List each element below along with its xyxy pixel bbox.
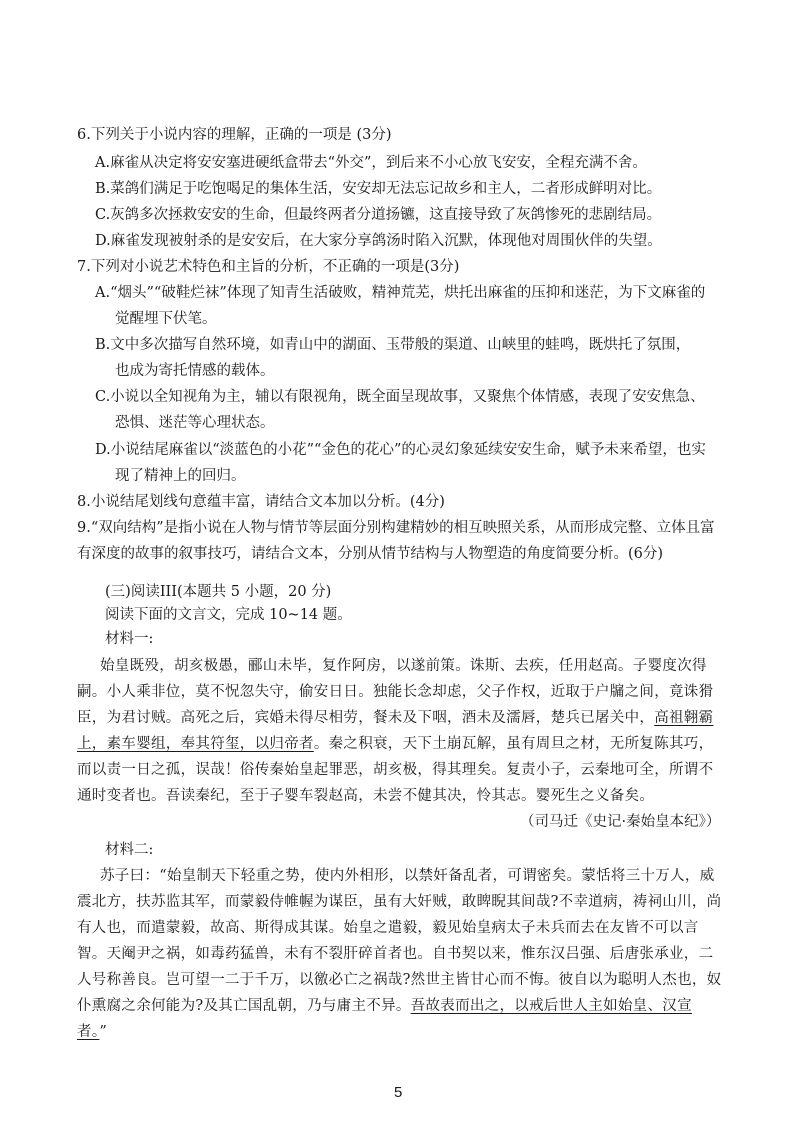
q7-option-b-line1: B.文中多次描写自然环境，如青山中的湖面、玉带般的渠道、山峡里的蛙鸣，既烘托了氛围， xyxy=(95,337,691,353)
q6-option-d: D.麻雀发现被射杀的是安安后，在大家分享鸽汤时陷入沉默，体现他对周围伙伴的失望。 xyxy=(95,233,662,249)
q7-option-c-line2: 恐惧、迷茫等心理状态。 xyxy=(115,415,275,431)
q7-stem: 7.下列对小说艺术特色和主旨的分析，不正确的一项是(3分) xyxy=(77,259,460,275)
material2-line2: 震北方，扶苏监其军，而蒙毅侍帷幄为谋臣，虽有大奸贼，敢睥睨其间哉?不幸道病，祷祠山川，尚 xyxy=(77,894,722,910)
q7-option-a-line1: A.“烟头”“破鞋烂袜”体现了知青生活破败，精神荒芜，烘托出麻雀的压抑和迷茫，为下文麻雀的 xyxy=(95,285,706,301)
material1-line2: 嗣。小人乘非位，莫不怳忽失守，偷安日日。独能长念却虑，父子作权，近取于户牖之间，竟诛猾 xyxy=(77,684,714,700)
q7-option-a-line2: 觉醒埋下伏笔。 xyxy=(115,311,217,327)
q6-option-b: B.菜鸽们满足于吃饱喝足的集体生活，安安却无法忘记故乡和主人，二者形成鲜明对比。 xyxy=(95,181,662,197)
material2-underlined-sentence-part1: 吾故表而出之，以戒后世人主如始皇、汉宣 xyxy=(410,998,692,1014)
q6-option-a: A.麻雀从决定将安安塞进硬纸盒带去“外交”，到后来不小心放飞安安，全程充满不舍。 xyxy=(95,155,647,171)
material1-line5: 而以责一日之孤，误哉！俗传秦始皇起罪恶，胡亥极，得其理矣。复责小子，云秦地可全，所谓不 xyxy=(77,762,714,778)
material2-line5: 人号称善良。岂可望一二于千万，以徼必亡之祸哉?然世主皆甘心而不悔。彼自以为聪明人杰也，奴 xyxy=(77,972,722,988)
material1-line4 xyxy=(77,734,713,754)
material1-underlined-sentence-part2: 上，素车婴组，奉其符玺，以归帝者 xyxy=(77,736,314,752)
material1-line6: 通时变者也。吾读秦纪，至于子婴车裂赵高，未尝不健其决，怜其志。婴死生之义备矣。 xyxy=(77,788,655,804)
material2-line7 xyxy=(77,1022,107,1042)
material1-line4-text: 。秦之积衰，天下土崩瓦解，虽有周旦之材，无所复陈其巧， xyxy=(313,736,714,752)
material2-line4: 智。天阉尹之祸，如毒药猛兽，未有不裂肝碎首者也。自书契以来，惟东汉吕强、后唐张承业，二 xyxy=(77,946,714,962)
section3-title: (三)阅读III(本题共 5 小题，20 分) xyxy=(105,584,332,600)
material2-closing-quote: ” xyxy=(99,1024,108,1040)
q7-option-c-line1: C.小说以全知视角为主，辅以有限视角，既全面呈现故事，又聚焦个体情感，表现了安安焦急、 xyxy=(95,389,705,405)
material1-line1: 始皇既殁，胡亥极愚，郦山未毕，复作阿房，以遂前策。诛斯、去疾，任用赵高。子婴度次得 xyxy=(100,658,707,674)
material2-line1: 苏子曰：“始皇制天下轻重之势，使内外相形，以禁奸备乱者，可谓密矣。蒙恬将三十万人，威 xyxy=(100,868,715,884)
q6-option-c: C.灰鸽多次拯救安安的生命，但最终两者分道扬镳，这直接导致了灰鸽惨死的悲剧结局。 xyxy=(95,207,662,223)
material2-line6-text: 仆熏腐之余何能为?及其亡国乱朝，乃与庸主不异。 xyxy=(77,998,411,1014)
q8-stem: 8.小说结尾划线句意蕴丰富，请结合文本加以分析。(4分) xyxy=(77,494,445,510)
q7-option-d-line2: 现了精神上的回归。 xyxy=(115,468,246,484)
page-number: 5 xyxy=(394,1084,403,1101)
q9-line2: 有深度的故事的叙事技巧，请结合文本，分别从情节结构与人物塑造的角度简要分析。(6分) xyxy=(77,546,664,562)
q9-line1: 9.“双向结构”是指小说在人物与情节等层面分别构建精妙的相互映照关系，从而形成完整、立体且富 xyxy=(77,520,715,536)
material1-source: （司马迁《史记·秦始皇本纪》） xyxy=(520,814,721,830)
material1-label: 材料一: xyxy=(105,631,154,647)
q6-stem: 6.下列关于小说内容的理解，正确的一项是 (3分) xyxy=(77,127,392,143)
material1-line3 xyxy=(77,708,713,728)
section3-instruction: 阅读下面的文言文，完成 10~14 题。 xyxy=(105,607,352,623)
q7-option-b-line2: 也成为寄托情感的载体。 xyxy=(115,363,275,379)
material2-underlined-sentence-part2: 者。 xyxy=(77,1024,100,1040)
q7-option-d-line1: D.小说结尾麻雀以“淡蓝色的小花”“金色的花心”的心灵幻象延续安安生命，赋予未来希望，也实 xyxy=(95,442,706,458)
material2-line6 xyxy=(77,996,692,1016)
material2-label: 材料二: xyxy=(105,842,154,858)
material2-line3: 有人也，而遣蒙毅，故高、斯得成其谋。始皇之遣毅，毅见始皇病太子未兵而去在友皆不可以言 xyxy=(77,920,699,936)
material1-line3-text: 臣，为君讨贼。高死之后，宾婚未得尽相劳，餐未及下咽，酒未及濡唇，楚兵已屠关中， xyxy=(77,710,655,726)
material1-underlined-sentence-part1: 高祖翱霸 xyxy=(654,710,714,726)
